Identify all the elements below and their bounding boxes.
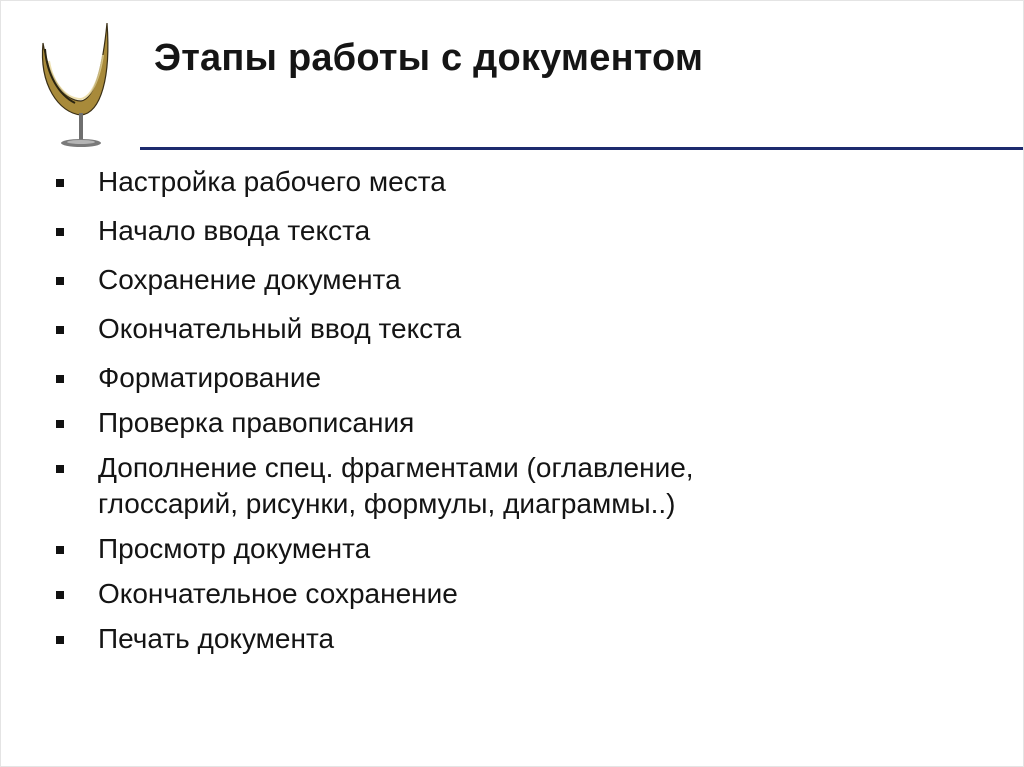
list-item-text: Сохранение документа <box>98 264 401 295</box>
list-item <box>56 531 694 567</box>
list-item-line: глоссарий, рисунки, формулы, диаграммы..) <box>98 488 676 519</box>
list-item <box>56 262 694 298</box>
list-item <box>56 311 694 347</box>
list-item-text: Окончательное сохранение <box>98 578 458 609</box>
square-bullet-icon <box>56 636 64 644</box>
list-item-text: Форматирование <box>98 362 322 393</box>
square-bullet-icon <box>56 420 64 428</box>
page-title: Этапы работы с документом <box>154 37 704 79</box>
square-bullet-icon <box>56 465 64 473</box>
list-item-text: Настройка рабочего места <box>98 166 446 197</box>
square-bullet-icon <box>56 179 64 187</box>
square-bullet-icon <box>56 375 64 383</box>
square-bullet-icon <box>56 591 64 599</box>
square-bullet-icon <box>56 228 64 236</box>
list-item-text: Проверка правописания <box>98 407 415 438</box>
list-item-text <box>98 450 694 522</box>
list-item-text: Начало ввода текста <box>98 215 371 246</box>
square-bullet-icon <box>56 546 64 554</box>
list-item <box>56 164 694 200</box>
bullet-list <box>56 164 694 666</box>
list-item-text: Окончательный ввод текста <box>98 313 462 344</box>
list-item <box>56 213 694 249</box>
list-item <box>56 621 694 657</box>
list-item <box>56 576 694 612</box>
list-item <box>56 360 694 396</box>
list-item-text: Просмотр документа <box>98 533 371 564</box>
list-item-line: Дополнение спец. фрагментами (оглавление, <box>98 452 694 483</box>
title-divider <box>140 147 1023 150</box>
list-item-text: Печать документа <box>98 623 335 654</box>
list-item <box>56 405 694 441</box>
glass-crescent-logo <box>29 15 129 155</box>
square-bullet-icon <box>56 326 64 334</box>
logo-graphic <box>29 15 129 155</box>
square-bullet-icon <box>56 277 64 285</box>
list-item <box>56 450 694 522</box>
